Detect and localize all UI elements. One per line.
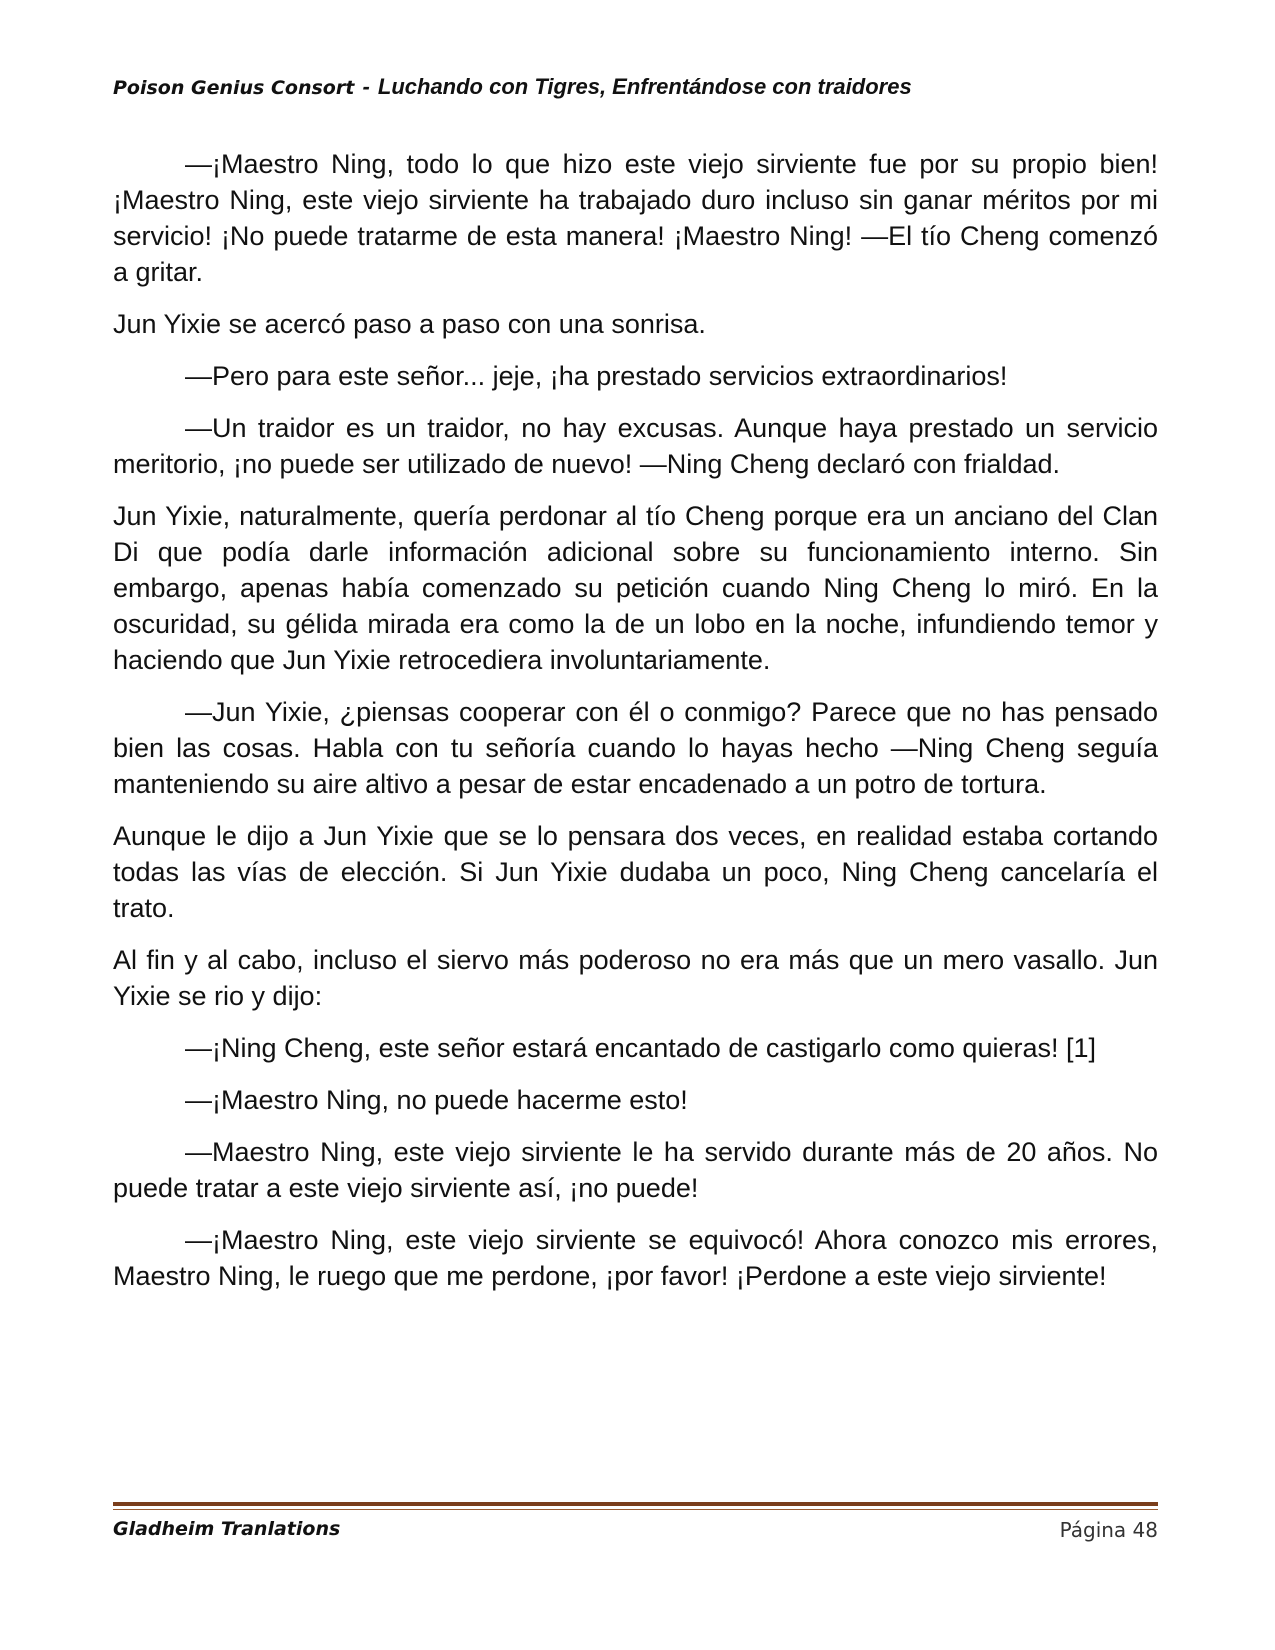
paragraph: —¡Ning Cheng, este señor estará encantado de castigarlo como quieras! [1]	[185, 1033, 1097, 1063]
paragraph: —Maestro Ning, este viejo sirviente le ha servido durante más de 20 años. No puede tratar a este viejo sirviente así, ¡no puede!	[113, 1137, 1158, 1203]
footer-rule	[113, 1502, 1158, 1506]
paragraph: —Pero para este señor... jeje, ¡ha prestado servicios extraordinarios!	[185, 361, 1008, 391]
paragraph: —¡Maestro Ning, este viejo sirviente se equivocó! Ahora conozco mis errores, Maestro Ning, le ruego que me perdone, ¡por favor! ¡Perdone a este viejo sirviente!	[113, 1225, 1158, 1291]
paragraph: —Un traidor es un traidor, no hay excusas. Aunque haya prestado un servicio meritorio, ¡no puede ser utilizado de nuevo! —Ning Cheng declaró con frialdad.	[113, 413, 1158, 479]
footer-publisher: Gladheim Tranlations	[113, 1518, 341, 1540]
paragraph: Jun Yixie, naturalmente, quería perdonar al tío Cheng porque era un anciano del Clan Di que podía darle información adicional sobre su funcionamiento interno. Sin embargo, apenas había comenzado su petición cuando Ning Cheng lo miró. En la oscuridad, su gélida mirada era como la de un lobo en la noche, infundiendo temor y haciendo que Jun Yixie retrocediera involuntariamente.	[113, 501, 1158, 675]
paragraph: Aunque le dijo a Jun Yixie que se lo pensara dos veces, en realidad estaba cortando todas las vías de elección. Si Jun Yixie dudaba un poco, Ning Cheng cancelaría el trato.	[113, 821, 1158, 923]
paragraph: Jun Yixie se acercó paso a paso con una sonrisa.	[113, 309, 706, 339]
footer-rule-thin	[113, 1509, 1158, 1510]
paragraph: —¡Maestro Ning, no puede hacerme esto!	[185, 1085, 688, 1115]
page-number: Página 48	[1059, 1518, 1158, 1542]
paragraph: Al fin y al cabo, incluso el siervo más poderoso no era más que un mero vasallo. Jun Yixie se rio y dijo:	[113, 945, 1158, 1011]
work-title: Poison Genius Consort	[113, 77, 355, 99]
chapter-title: Luchando con Tigres, Enfrentándose con traidores	[377, 74, 912, 99]
body-text	[113, 146, 1158, 1310]
header-separator: -	[362, 74, 370, 99]
running-header	[113, 74, 1173, 100]
paragraph: —Jun Yixie, ¿piensas cooperar con él o conmigo? Parece que no has pensado bien las cosas. Habla con tu señoría cuando lo hayas hecho —Ning Cheng seguía manteniendo su aire altivo a pesar de estar encadenado a un potro de tortura.	[113, 697, 1158, 799]
paragraph: —¡Maestro Ning, todo lo que hizo este viejo sirviente fue por su propio bien! ¡Maestro Ning, este viejo sirviente ha trabajado duro incluso sin ganar méritos por mi servicio! ¡No puede tratarme de esta manera! ¡Maestro Ning! —El tío Cheng comenzó a gritar.	[113, 149, 1158, 287]
